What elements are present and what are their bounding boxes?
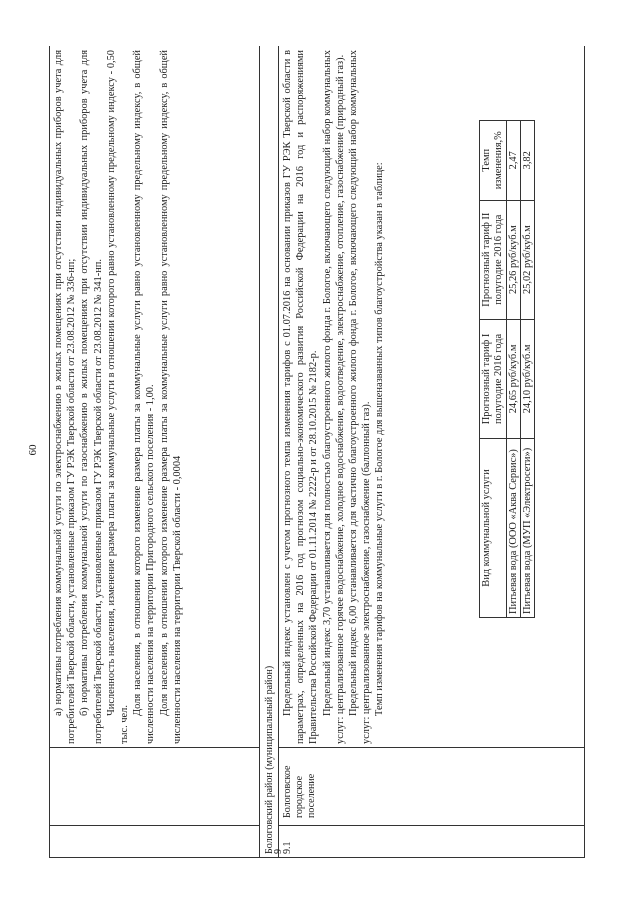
row-number: 9.1 xyxy=(282,841,293,854)
column-header: Вид коммунальной услуги xyxy=(480,439,507,618)
rotated-page xyxy=(27,46,585,858)
paragraph: Доля населения, в отношении которого изменение размера платы за коммунальные услуги равно установленному предельному индексу, в общей численности населения на территории Тверской области - 0,0004 xyxy=(158,50,183,744)
table-row xyxy=(507,121,521,618)
table-border-top xyxy=(49,46,50,858)
continuation-text xyxy=(52,50,184,744)
table-border-bottom xyxy=(584,46,585,858)
paragraph: Предельный индекс 6,00 устанавливается для частично благоустроенного жилого фонда г. Бологое, включающего следующий набор коммунальных услуг: централизованное электроснабжение, газоснабжение (баллонный газ). xyxy=(348,50,373,744)
column-header: Прогнозный тариф II полугодие 2016 года xyxy=(480,200,507,319)
settlement-name: Бологовское городское поселение xyxy=(282,765,317,818)
table-cell: Питьевая вода (ООО «Аква Сервис») xyxy=(507,439,521,618)
column-divider xyxy=(278,747,585,748)
row-divider xyxy=(259,46,260,858)
column-header: Прогнозный тариф I полугодие 2016 года xyxy=(480,319,507,438)
table-row xyxy=(521,121,535,618)
table-cell: 3,82 xyxy=(521,121,535,201)
table-cell: 2,47 xyxy=(507,121,521,201)
row-number: 9 xyxy=(273,849,284,854)
table-cell: 25,02 руб/куб.м xyxy=(521,200,535,319)
paragraph: а) нормативы потребления коммунальной услуги по электроснабжению в жилых помещениях при отсутствии индивидуальных приборов учета для потребителей Тверской области, установленные приказом ГУ РЭК Тверской области от 23.08.2012 № 336-нп; xyxy=(53,50,78,744)
paragraph: б) нормативы потребления коммунальной услуги по газоснабжению в жилых помещениях при отсутствии индивидуальных приборов учета для потребителей Тверской области, установленные приказом ГУ РЭК Тверской области от 23.08.2012 № 341-нп. xyxy=(79,50,104,744)
table-header-row xyxy=(480,121,507,618)
column-divider xyxy=(278,825,585,826)
column-divider xyxy=(49,747,259,748)
table-border-left xyxy=(49,857,585,858)
region-title: Бологовский район (муниципальный район) xyxy=(264,665,275,854)
table-cell: 25,26 руб/куб.м xyxy=(507,200,521,319)
column-divider xyxy=(49,825,259,826)
paragraph: Темп изменения тарифов на коммунальные услуги в г. Бологое для вышеназванных типов благоустройства указан в таблице: xyxy=(374,162,386,716)
table-cell: 24,10 руб/куб.м xyxy=(521,319,535,438)
paragraph: Предельный индекс 3,70 устанавливается для полностью благоустроенного жилого фонда г. Бологое, включающего следующий набор коммунальных услуг: централизованное горячее водоснабжение, холодное водоснабжение, водоотведение, электроснабжение, отопление, газоснабжение (природный газ). xyxy=(321,50,346,744)
table-cell: Питьевая вода (МУП «Электросети») xyxy=(521,439,535,618)
row-text xyxy=(281,50,387,744)
paragraph: Доля населения, в отношении которого изменение размера платы за коммунальные услуги равно установленному предельному индексу, в общей численности населения на территории Пригородного сельского поселения - 1,00. xyxy=(132,50,157,744)
paragraph: Предельный индекс установлен с учетом прогнозного темпа изменения тарифов с 01.07.2016 на основании приказов ГУ РЭК Тверской области в параметрах, определенных на 2016 год прогнозом социально-экономического развития Российской Федерации на 2016 год и распоряжениями Правительства Российской Федерации от 01.11.2014 № 2222-р и от 28.10.2015 № 2182-р. xyxy=(282,50,320,744)
paragraph: Численность населения, изменение размера платы за коммунальные услуги в отношении которого равно установленному предельному индексу - 0,50 тыс. чел. xyxy=(105,50,131,744)
row-divider xyxy=(278,46,279,858)
column-header: Темп изменения,% xyxy=(480,121,507,201)
tariff-table xyxy=(479,120,535,618)
table-cell: 24,65 руб/куб.м xyxy=(507,319,521,438)
page-number: 60 xyxy=(27,444,39,456)
